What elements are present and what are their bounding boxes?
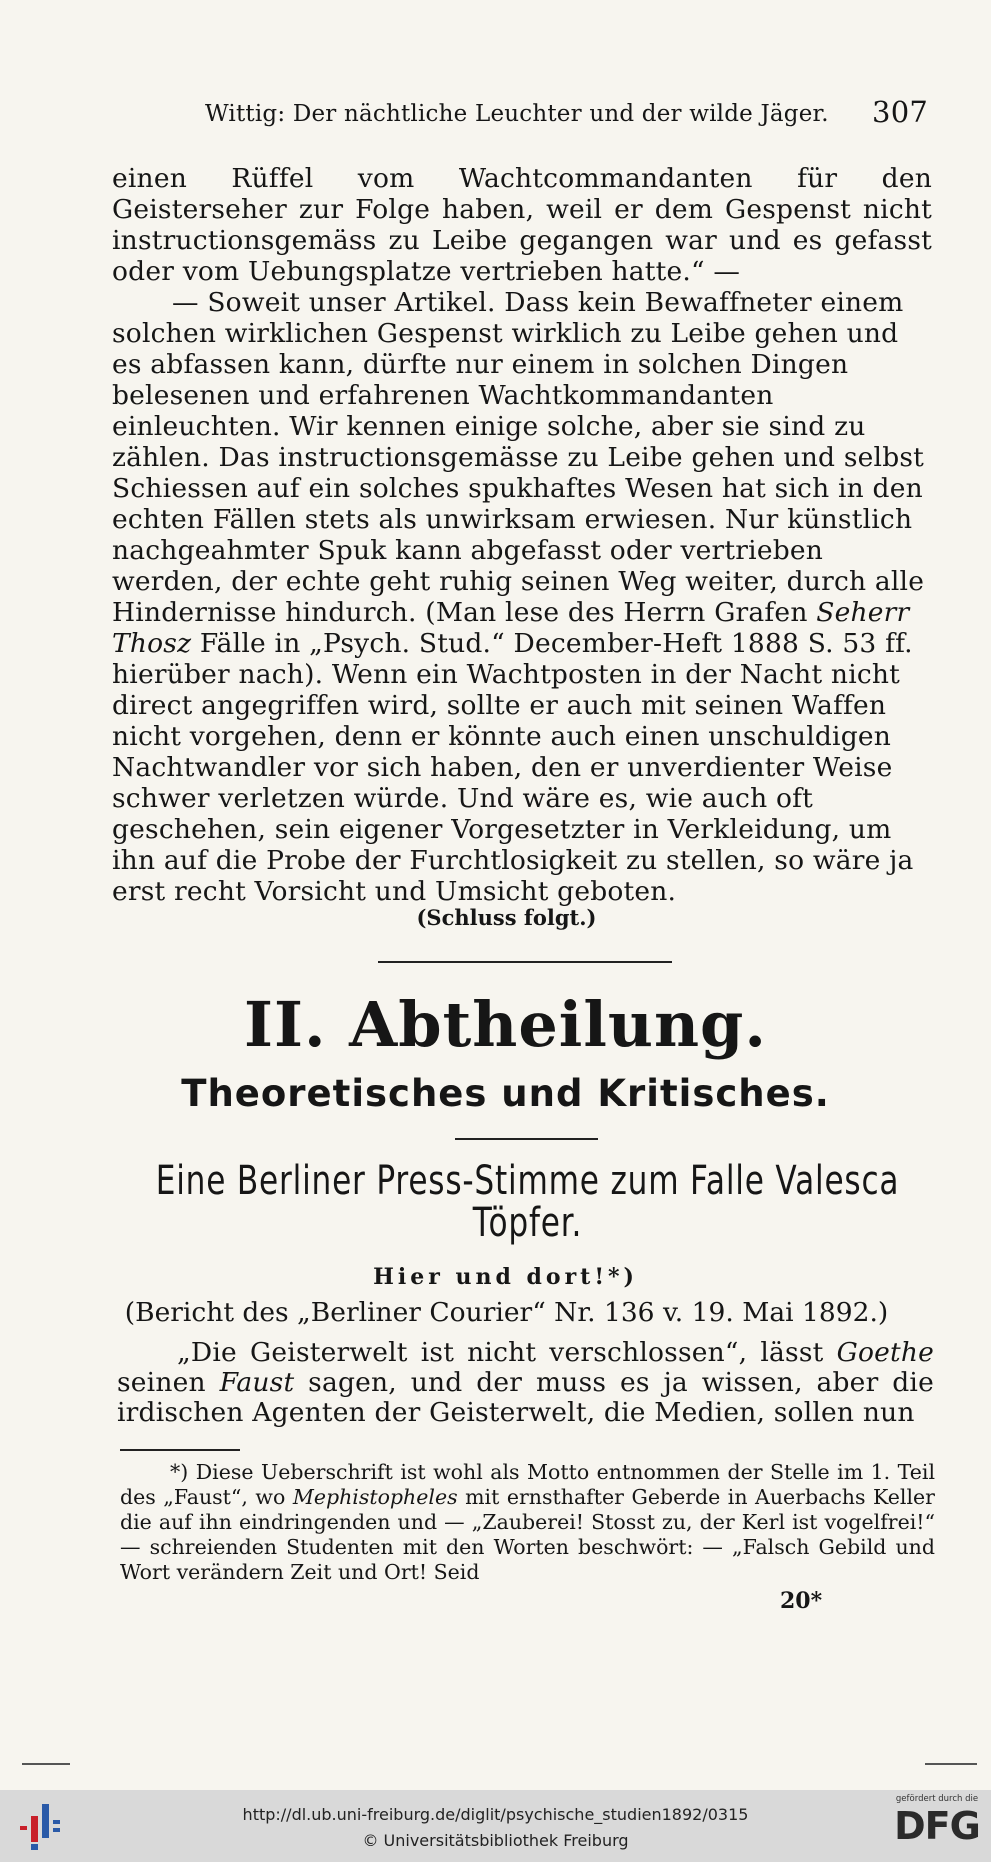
continued-article-text — [112, 163, 932, 907]
section-subheading: Theoretisches und Kritisches. — [181, 1072, 830, 1115]
text-run: seinen — [117, 1367, 220, 1398]
page-number: 307 — [872, 95, 928, 129]
text-run: Fälle in „Psych. Stud.“ December-Heft 1888 S. 53 ff. hierüber nach). Wenn ein Wachtposten in der Nacht nicht direct angegriffen wird, sollte er auch mit seinen Waffen nicht vorgehen, denn er könnte auch einen unschuldigen Nachtwandler vor sich haben, den er unverdienter Weise schwer verletzen würde. Und wäre es, wie auch oft geschehen, sein eigener Vorgesetzter in Verkleidung, um ihn auf die Probe der Furchtlosigkeit zu stellen, so wäre ja erst recht Vorsicht und Umsicht geboten. — [112, 628, 914, 907]
paragraph — [117, 1338, 934, 1428]
dfg-logo[interactable] — [891, 1794, 983, 1858]
footnote-rule — [120, 1449, 240, 1451]
signature-mark: 20* — [780, 1588, 823, 1614]
text-run: „Die Geisterwelt ist nicht verschlossen“, lässt — [177, 1337, 837, 1368]
person-name: Mephistopheles — [292, 1485, 458, 1509]
text-run: *) Diese Ueberschrift ist wohl als Motto entnommen der Stelle im 1. Teil des „Faust“, wo — [120, 1460, 935, 1509]
to-be-continued-note: (Schluss folgt.) — [416, 905, 597, 930]
copyright-text: © Universitätsbibliothek Freiburg — [362, 1831, 629, 1850]
document-url-link[interactable]: http://dl.ub.uni-freiburg.de/diglit/psychische_studien1892/0315 — [242, 1805, 749, 1824]
scan-edge-mark — [925, 1763, 977, 1765]
work-title: Faust — [219, 1367, 295, 1398]
person-name: Goethe — [836, 1337, 934, 1368]
section-heading: II. Abtheilung. — [244, 988, 767, 1061]
paragraph — [112, 287, 932, 907]
divider — [378, 961, 672, 963]
article-source: (Bericht des „Berliner Courier“ Nr. 136 v. 19. Mai 1892.) — [124, 1297, 889, 1328]
text-run: mit ernsthafter Geberde in Auerbachs Keller die auf ihn eindringenden und — „Zauberei! Stosst zu, der Kerl ist vogelfrei!“ — schreienden Studenten mit den Worten beschwört: — „Falsch Gebild und Wort verändern Zeit und Ort! Seid — [120, 1485, 935, 1584]
running-head-title: Wittig: Der nächtliche Leuchter und der wilde Jäger. — [205, 101, 829, 127]
text-run: sagen, und der muss es ja wissen, aber die irdischen Agenten der Geisterwelt, die Medien, sollen nun — [117, 1367, 934, 1428]
footnote — [120, 1460, 935, 1585]
footnote-text — [120, 1460, 935, 1585]
article-motto: Hier und dort!*) — [373, 1264, 638, 1290]
text-run: — Soweit unser Artikel. Dass kein Bewaffneter einem solchen wirklichen Gespenst wirklich zu Leibe gehen und es abfassen kann, dürfte nur einem in solchen Dingen belesenen und erfahrenen Wachtkommandanten einleuchten. Wir kennen einige solche, aber sie sind zu zählen. Das instructionsgemässe zu Leibe gehen und selbst Schiessen auf ein solches spukhaftes Wesen hat sich in den echten Fällen stets als unwirksam erwiesen. Nur künstlich nachgeahmter Spuk kann abgefasst oder vertrieben werden, der echte geht ruhig seinen Weg weiter, durch alle Hindernisse hindurch. (Man lese des Herrn Grafen — [112, 287, 925, 628]
article-body — [117, 1338, 934, 1428]
paragraph: einen Rüffel vom Wachtcommandanten für den Geisterseher zur Folge haben, weil er dem Gespenst nicht instructionsgemäss zu Leibe gegangen war und es gefasst oder vom Uebungsplatze vertrieben hatte.“ — — [112, 163, 932, 287]
footer-bar — [0, 1790, 991, 1862]
funded-by-text: gefördert durch die — [895, 1794, 979, 1804]
person-name: Seherr Thosz — [112, 597, 910, 659]
article-title: Eine Berliner Press-Stimme zum Falle Valesca Töpfer. — [155, 1158, 900, 1246]
divider — [455, 1138, 598, 1140]
dfg-logo-text: DFG — [894, 1804, 980, 1848]
scan-edge-mark — [22, 1763, 70, 1765]
